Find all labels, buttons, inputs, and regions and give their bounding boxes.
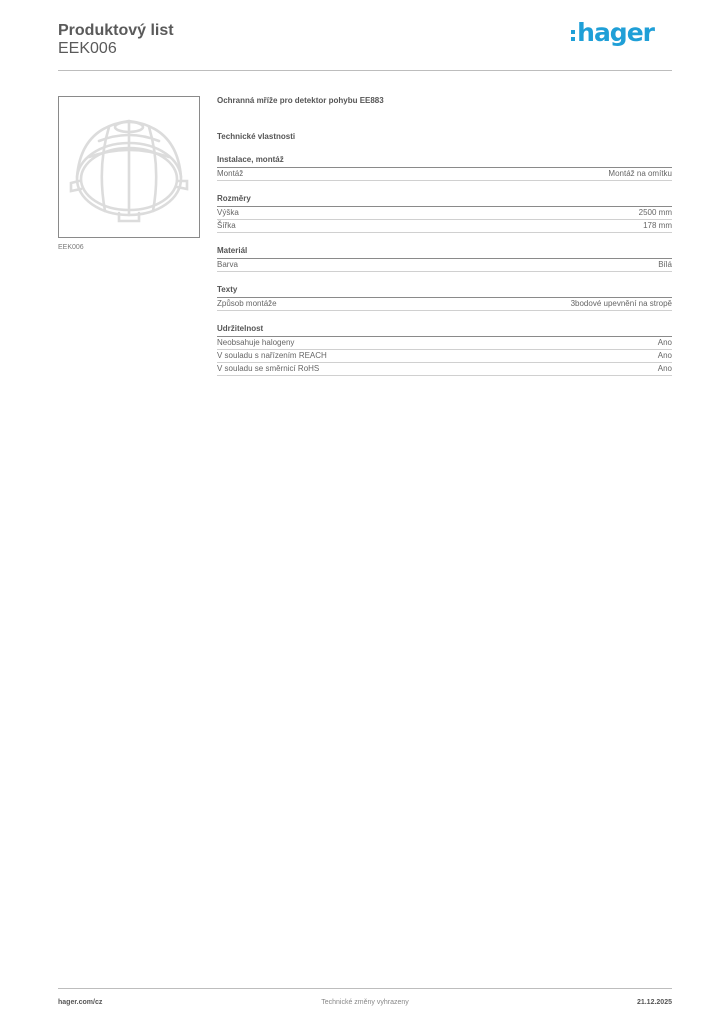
property-row [217,337,672,350]
product-image [58,96,200,238]
group-texts [217,284,672,311]
property-value: Ano [657,338,672,347]
hager-logo [571,20,654,46]
section-heading: Technické vlastnosti [217,132,296,141]
group-material [217,245,672,272]
group-title: Rozměry [217,193,672,207]
property-row [217,259,672,272]
property-value: 3bodové upevnění na stropě [570,299,672,308]
property-row [217,168,672,181]
property-row [217,350,672,363]
protective-wire-cage-icon [59,97,199,237]
logo-dots-icon [571,30,575,41]
page-header [58,20,672,71]
document-title: Produktový list [58,22,174,39]
group-sustainability [217,323,672,376]
property-label: Barva [217,260,238,269]
property-label: Způsob montáže [217,299,277,308]
property-value: Bílá [658,260,672,269]
group-installation [217,154,672,181]
property-label: Šířka [217,221,236,230]
property-label: Výška [217,208,239,217]
property-label: Neobsahuje halogeny [217,338,295,347]
property-value: 2500 mm [638,208,672,217]
property-label: Montáž [217,169,244,178]
product-code: EEK006 [58,40,117,57]
property-row [217,363,672,376]
property-row [217,220,672,233]
group-dimensions [217,193,672,233]
group-title: Materiál [217,245,672,259]
property-row [217,298,672,311]
property-value: Ano [657,351,672,360]
property-value: Ano [657,364,672,373]
property-row [217,207,672,220]
property-label: V souladu se směrnicí RoHS [217,364,320,373]
footer-date: 21.12.2025 [636,999,672,1006]
page-footer [58,988,672,1015]
image-caption: EEK006 [58,244,84,251]
group-title: Udržitelnost [217,323,672,337]
property-value: 178 mm [643,221,672,230]
footer-note: Technické změny vyhrazeny [321,999,409,1006]
group-title: Instalace, montáž [217,154,672,168]
group-title: Texty [217,284,672,298]
logo-text: hager [577,18,654,47]
property-value: Montáž na omítku [608,169,672,178]
footer-website-link[interactable]: hager.com/cz [58,999,103,1006]
property-label: V souladu s nařízením REACH [217,351,327,360]
product-title: Ochranná mříže pro detektor pohybu EE883 [217,96,384,105]
product-details [217,95,672,376]
